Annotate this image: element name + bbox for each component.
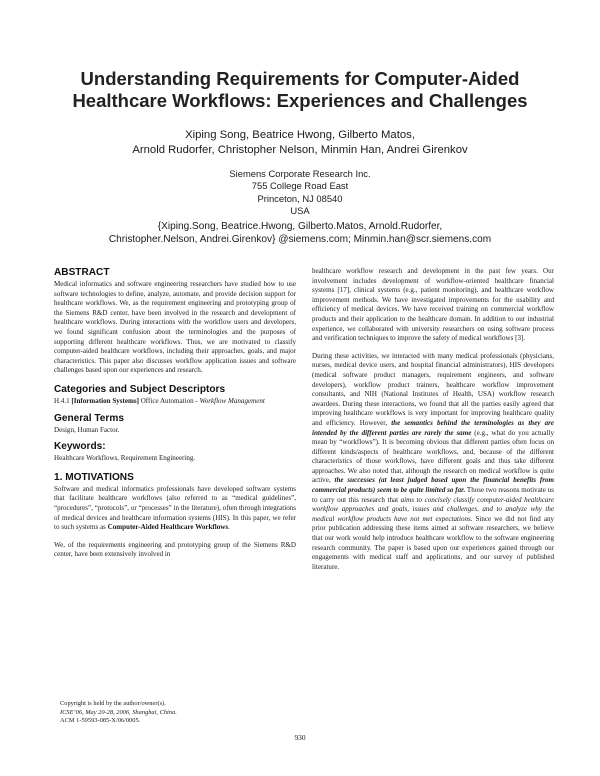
- right-paragraph-1: healthcare workflow research and development in the past few years. Our involvement includes development of workflow-oriented healthcare financial systems [17], clinical systems (e.g., patient monitoring), and healthcare workflow improvement methods. We have investigated improvements for the usability and efficiency of medical devices. We have received training on commercial workflow products and their application to the healthcare domain. In addition to our industrial experience, we collaborated with university researchers on using software process and verification techniques to improve the safety of medical workflows [3].: [312, 267, 554, 343]
- acm-line: ACM 1-59593-085-X/06/0005.: [60, 717, 141, 725]
- emails-line-2: Christopher.Nelson, Andrei.Girenkov} @siemens.com; Minmin.han@scr.siemens.com: [108, 233, 492, 245]
- right-column: [312, 267, 554, 572]
- left-column: [54, 267, 296, 560]
- general-terms-heading: General Terms: [54, 412, 124, 424]
- motivations-heading: 1. MOTIVATIONS: [54, 471, 134, 483]
- affiliation-city: Princeton, NJ 08540: [257, 192, 343, 204]
- author-list: [40, 128, 560, 158]
- general-terms-text: Design, Human Factor.: [54, 425, 120, 434]
- categories-text: H.4.1 [Information Systems] Office Automation - Workflow Management: [54, 396, 265, 405]
- conference-line: ICSE’06, May 20-28, 2006, Shanghai, China.: [60, 708, 177, 716]
- keywords-text: Healthcare Workflows, Requirement Engineering.: [54, 454, 196, 463]
- affiliation: [40, 168, 560, 217]
- copyright-line: Copyright is held by the author/owner(s).: [60, 700, 166, 707]
- title-line-1: Understanding Requirements for Computer-Aided: [80, 68, 520, 89]
- author-emails: [40, 221, 560, 246]
- affiliation-street: 755 College Road East: [251, 180, 349, 192]
- authors-line-2: Arnold Rudorfer, Christopher Nelson, Minmin Han, Andrei Girenkov: [132, 144, 468, 156]
- affiliation-country: USA: [290, 204, 310, 216]
- authors-line-1: Xiping Song, Beatrice Hwong, Gilberto Matos,: [185, 129, 415, 141]
- abstract-heading: ABSTRACT: [54, 267, 110, 278]
- motivations-paragraph-2: We, of the requirements engineering and prototyping group of the Siemens R&D center, have been extensively involved in: [54, 540, 296, 559]
- motivations-paragraph-1: Software and medical informatics professionals have developed software systems that facilitate healthcare workflows (also referred to as “medical guidelines”, “procedures”, “protocols”, or “processes” in the literature), often through integrations of medical devices and healthcare information systems (HIS). In this paper, we refer to such systems as Computer-Aided Healthcare Workflows.: [54, 484, 296, 532]
- emails-line-1: {Xiping.Song, Beatrice.Hwong, Gilberto.Matos, Arnold.Rudorfer,: [157, 221, 443, 232]
- right-paragraph-2: During these activities, we interacted with many medical professionals (physicians, nurses, medical device users, and hospital financial administrators), HIS developers (medical software product managers, requirement engineers, and software developers), workflow product trainers, healthcare workflow improvement consultants, and NIH (National Institutes of Health, USA) workflow research awardees. During these interactions, we found that all the parties easily agreed that improving healthcare workflows is very important for improving healthcare quality and efficiency. However, the semantics behind the terminologies as they are intended by the different parties are rarely the same (e.g., what do you actually mean by “workflows”). It is becoming obvious that different parties often focus on different kinds/aspects of healthcare workflows, and, because of the different characteristics of those workflows, have different goals and thus take different approaches. We also noted that, although the research on medical workflow is quite active, the successes (at least judged based upon the financial benefits from commercial products) seem to be quite limited so far. Those two reasons motivate us to carry out this research that aims to concisely classify computer-aided healthcare workflow approaches and goals, issues and challenges, and to analyze why the medical workflow products have not met expectations. Since we did not find any prior publication addressing these items aimed at software researchers, we believe that our work would help introduce healthcare workflow to the software engineering research community. The paper is based upon our experiences gained through our engagements with medical staff and applications, and our survey of published literature.: [312, 351, 554, 571]
- copyright-notice: [60, 700, 290, 726]
- abstract-text: Medical informatics and software engineering researchers have studied how to use software technologies to define, analyze, automate, and provide decision support for healthcare workflows. We, as the requirement engineering and prototyping group of the Siemens R&D center, have been involved in the research and development of healthcare workflows. During interactions with the workflow users and developers, we found significant confusion about the terminologies and the purposes of supporting different healthcare workflows. Thus, we are motivated to classify computer-aided healthcare workflows, including their approaches, goals, and major characteristics. This paper also discusses workflow application issues and software challenges based upon our experiences and research.: [54, 280, 296, 375]
- title-line-2: Healthcare Workflows: Experiences and Challenges: [72, 90, 528, 111]
- keywords-heading: Keywords:: [54, 441, 106, 453]
- categories-heading: Categories and Subject Descriptors: [54, 383, 226, 395]
- affiliation-org: Siemens Corporate Research Inc.: [229, 168, 371, 179]
- paper-title: [40, 68, 560, 112]
- page-number: 930: [294, 733, 306, 742]
